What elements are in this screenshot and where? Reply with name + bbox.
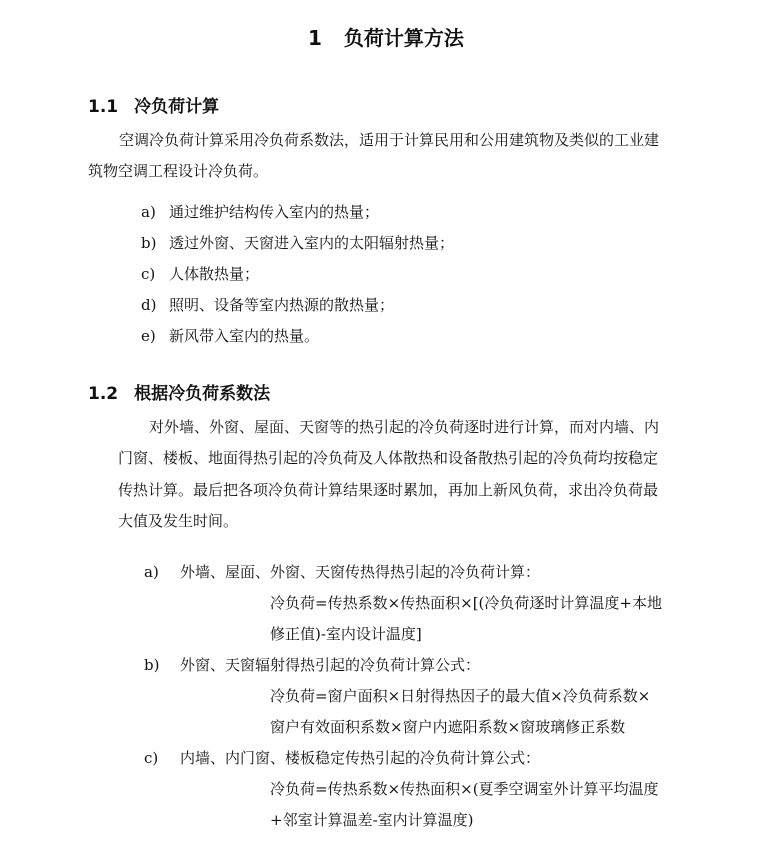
section-1-1-heading xyxy=(88,92,219,117)
list-item xyxy=(144,561,540,582)
list-text: 外墙、屋面、外窗、天窗传热得热引起的冷负荷计算： xyxy=(180,563,541,581)
list-marker: d) xyxy=(141,296,157,314)
list-marker: a) xyxy=(141,203,156,221)
list-item xyxy=(141,232,454,253)
list-text: 新风带入室内的热量。 xyxy=(169,327,320,345)
paragraph-line: 传热计算。最后把各项冷负荷计算结果逐时累加，再加上新风负荷，求出冷负荷最 xyxy=(118,481,659,499)
paragraph-line: 大值及发生时间。 xyxy=(118,512,239,530)
list-marker: e) xyxy=(141,327,156,345)
list-text: 通过维护结构传入室内的热量； xyxy=(169,203,380,221)
list-text: 照明、设备等室内热源的散热量； xyxy=(169,296,395,314)
list-text: 内墙、内门窗、楼板稳定传热引起的冷负荷计算公式： xyxy=(180,749,541,767)
section-1-2-heading xyxy=(88,379,270,404)
formula-line: 冷负荷=传热系数×传热面积×[(冷负荷逐时计算温度+本地 xyxy=(270,594,662,612)
paragraph-line: 对外墙、外窗、屋面、天窗等的热引起的冷负荷逐时进行计算，而对内墙、内 xyxy=(149,418,660,436)
list-text: 透过外窗、天窗进入室内的太阳辐射热量； xyxy=(169,234,455,252)
paragraph-line: 门窗、楼板、地面得热引起的冷负荷及人体散热和设备散热引起的冷负荷均按稳定 xyxy=(118,449,659,467)
list-text: 人体散热量； xyxy=(169,265,260,283)
chapter-heading xyxy=(308,22,464,51)
formula-line: +邻室计算温差-室内计算温度) xyxy=(270,811,474,829)
list-marker: c) xyxy=(144,749,159,767)
section-number: 1.1 xyxy=(88,97,119,117)
list-marker: a) xyxy=(144,563,159,581)
list-item xyxy=(144,654,480,675)
section-title: 根据冷负荷系数法 xyxy=(134,384,271,404)
list-item xyxy=(144,747,540,768)
formula-line: 修正值)-室内设计温度] xyxy=(270,625,422,643)
formula-line: 窗户有效面积系数×窗户内遮阳系数×窗玻璃修正系数 xyxy=(270,718,626,736)
list-marker: c) xyxy=(141,265,156,283)
list-item xyxy=(141,201,379,222)
list-marker: b) xyxy=(144,656,160,674)
paragraph-line: 空调冷负荷计算采用冷负荷系数法，适用于计算民用和公用建筑物及类似的工业建 xyxy=(119,131,660,149)
chapter-title: 负荷计算方法 xyxy=(343,26,464,50)
list-text: 外窗、天窗辐射得热引起的冷负荷计算公式： xyxy=(180,656,481,674)
chapter-number: 1 xyxy=(308,26,322,50)
section-title: 冷负荷计算 xyxy=(134,97,220,117)
list-item xyxy=(141,325,319,346)
section-number: 1.2 xyxy=(88,384,119,404)
list-item xyxy=(141,263,259,284)
list-item xyxy=(141,294,394,315)
list-marker: b) xyxy=(141,234,157,252)
formula-line: 冷负荷=传热系数×传热面积×(夏季空调室外计算平均温度 xyxy=(270,780,659,798)
formula-line: 冷负荷=窗户面积×日射得热因子的最大值×冷负荷系数× xyxy=(270,687,651,705)
paragraph-line: 筑物空调工程设计冷负荷。 xyxy=(88,162,269,180)
